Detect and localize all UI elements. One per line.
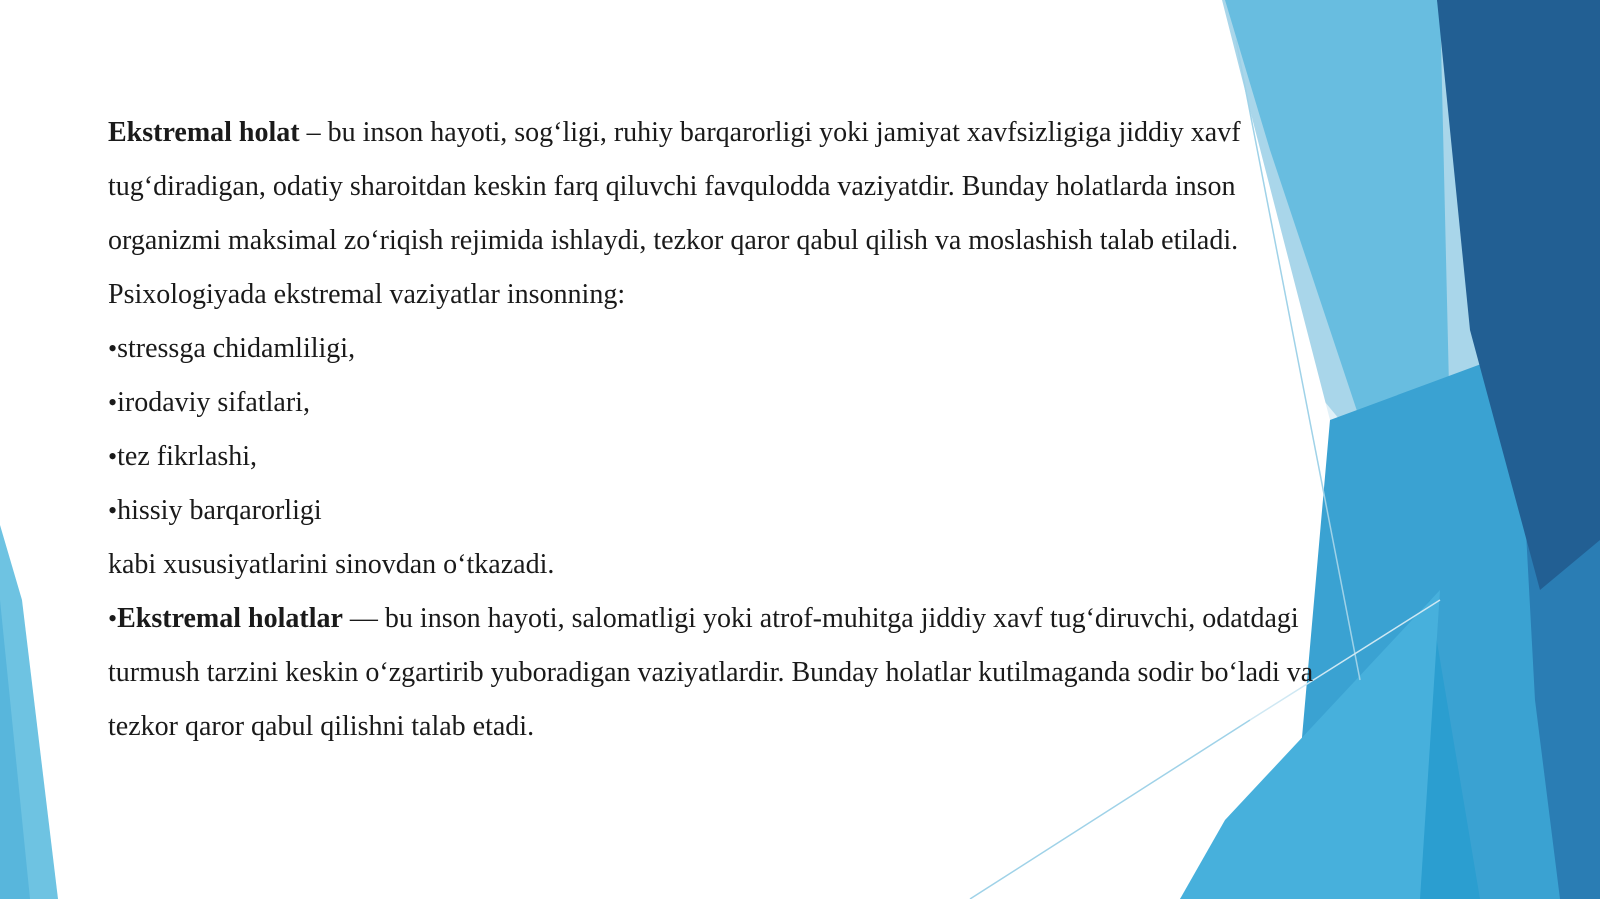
list-item: •tez fikrlashi, <box>108 441 258 472</box>
bullet: • <box>108 334 118 363</box>
bullet: • <box>108 442 118 471</box>
lead-line: Psixologiyada ekstremal vaziyatlar insonning: <box>108 279 626 310</box>
bullet: • <box>108 496 118 525</box>
intro-paragraph <box>108 106 1338 268</box>
bullet: • <box>108 604 118 633</box>
term-ekstremal-holatlar: Ekstremal holatlar <box>117 603 343 634</box>
list-item: •stressga chidamliligi, <box>108 333 356 364</box>
slide-body <box>108 106 1338 754</box>
list-item: •hissiy barqarorligi <box>108 495 322 526</box>
list-tail: kabi xususiyatlarini sinovdan o‘tkazadi. <box>108 549 555 580</box>
intro-text: – bu inson hayoti, sog‘ligi, ruhiy barqarorligi yoki jamiyat xavfsizligiga jiddiy xavf tug‘diradigan, odatiy sharoitdan keskin farq qiluvchi favqulodda vaziyatdir. Bunday holatlarda inson organizmi maksimal zo‘riqish rejimida ishlaydi, tezkor qaror qabul qilish va moslashish talab etiladi. <box>108 117 1241 256</box>
definition-text: — bu inson hayoti, salomatligi yoki atrof-muhitga jiddiy xavf tug‘diruvchi, odatdagi turmush tarzini keskin o‘zgartirib yuboradigan vaziyatlardir. Bunday holatlar kutilmaganda sodir bo‘ladi va tezkor qaror qabul qilishni talab etadi. <box>108 603 1314 742</box>
list-item: •irodaviy sifatlari, <box>108 387 310 418</box>
term-ekstremal-holat: Ekstremal holat <box>108 117 300 148</box>
bullet: • <box>108 388 118 417</box>
definition-paragraph <box>108 592 1338 754</box>
